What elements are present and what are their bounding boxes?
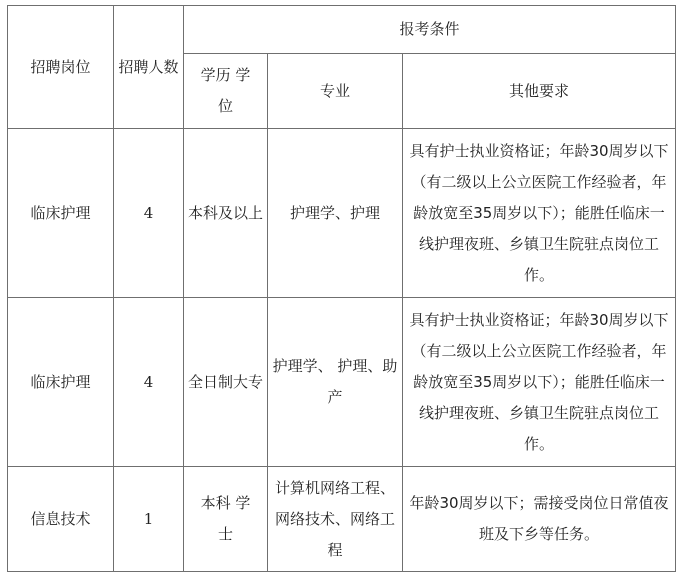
cell-position: 临床护理 xyxy=(8,298,114,467)
header-row-1 xyxy=(8,6,676,54)
cell-position: 临床护理 xyxy=(8,129,114,298)
cell-position: 信息技术 xyxy=(8,467,114,572)
cell-education: 全日制大专 xyxy=(184,298,268,467)
table-row xyxy=(8,129,676,298)
cell-requirement: 年龄30周岁以下；需接受岗位日常值夜班及下乡等任务。 xyxy=(403,467,676,572)
cell-count: 1 xyxy=(114,467,184,572)
table-row xyxy=(8,467,676,572)
cell-count: 4 xyxy=(114,298,184,467)
cell-major: 护理学、 护理、助产 xyxy=(268,298,403,467)
cell-education: 本科 学士 xyxy=(184,467,268,572)
cell-requirement: 具有护士执业资格证；年龄30周岁以下（有二级以上公立医院工作经验者，年龄放宽至35周岁以下）；能胜任临床一线护理夜班、乡镇卫生院驻点岗位工作。 xyxy=(403,298,676,467)
cell-requirement: 具有护士执业资格证；年龄30周岁以下（有二级以上公立医院工作经验者，年龄放宽至35周岁以下）；能胜任临床一线护理夜班、乡镇卫生院驻点岗位工作。 xyxy=(403,129,676,298)
header-count: 招聘人数 xyxy=(114,6,184,129)
cell-major: 护理学、护理 xyxy=(268,129,403,298)
header-other: 其他要求 xyxy=(403,54,676,129)
header-major: 专业 xyxy=(268,54,403,129)
header-position: 招聘岗位 xyxy=(8,6,114,129)
header-conditions: 报考条件 xyxy=(184,6,676,54)
cell-education: 本科及以上 xyxy=(184,129,268,298)
header-education: 学历 学位 xyxy=(184,54,268,129)
recruitment-table-container xyxy=(7,5,675,572)
cell-major: 计算机网络工程、网络技术、网络工程 xyxy=(268,467,403,572)
recruitment-table xyxy=(7,5,676,572)
table-row xyxy=(8,298,676,467)
cell-count: 4 xyxy=(114,129,184,298)
